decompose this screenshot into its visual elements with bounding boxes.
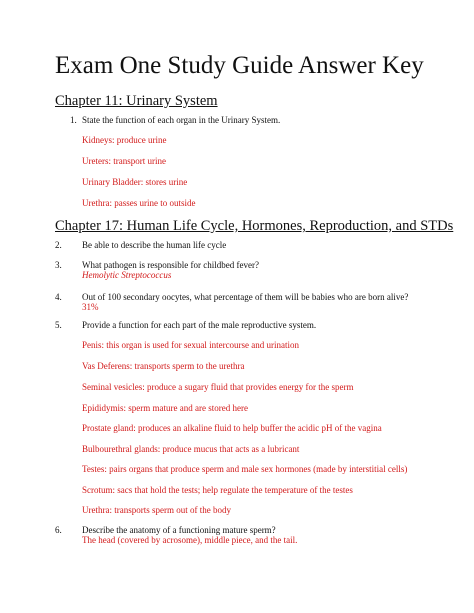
question-number: 2. [55,240,62,250]
question-text: Out of 100 secondary oocytes, what percentage of them will be babies who are born alive? [82,292,409,302]
question-text: State the function of each organ in the Urinary System. [82,115,281,125]
answer-testes: Testes: pairs organs that produce sperm and male sex hormones (made by interstitial cells) [82,464,408,474]
answer-urinary-bladder: Urinary Bladder: stores urine [82,177,188,187]
chapter-11-heading: Chapter 11: Urinary System [55,93,218,109]
answer-bulbourethral-glands: Bulbourethral glands: produce mucus that acts as a lubricant [82,444,300,454]
answer-urethra: Urethra: passes urine to outside [82,198,196,208]
question-text: Be able to describe the human life cycle [82,240,227,250]
chapter-17-heading: Chapter 17: Human Life Cycle, Hormones, Reproduction, and STDs [55,218,454,234]
question-number: 4. [55,292,62,302]
answer-kidneys: Kidneys: produce urine [82,135,167,145]
question-number: 6. [55,525,62,535]
question-number: 5. [55,320,62,330]
answer-penis: Penis: this organ is used for sexual intercourse and urination [82,340,300,350]
answer-percentage: 31% [82,302,99,312]
answer-seminal-vesicles: Seminal vesicles: produce a sugary fluid that provides energy for the sperm [82,382,354,392]
question-number: 3. [55,260,62,270]
question-text: What pathogen is responsible for childbed fever? [82,260,259,270]
answer-prostate-gland: Prostate gland: produces an alkaline fluid to help buffer the acidic pH of the vagina [82,423,382,433]
answer-vas-deferens: Vas Deferens: transports sperm to the urethra [82,361,245,371]
answer-scrotum: Scrotum: sacs that hold the tests; help regulate the temperature of the testes [82,485,353,495]
question-text: Describe the anatomy of a functioning mature sperm? [82,525,276,535]
answer-urethra-transport: Urethra: transports sperm out of the body [82,505,231,515]
answer-sperm-anatomy: The head (covered by acrosome), middle piece, and the tail. [82,535,298,545]
question-text: Provide a function for each part of the male reproductive system. [82,320,317,330]
answer-ureters: Ureters: transport urine [82,156,166,166]
page-title: Exam One Study Guide Answer Key [55,52,424,79]
answer-pathogen: Hemolytic Streptococcus [82,270,172,280]
answer-epididymis: Epididymis: sperm mature and are stored here [82,403,248,413]
question-number: 1. [70,115,77,125]
